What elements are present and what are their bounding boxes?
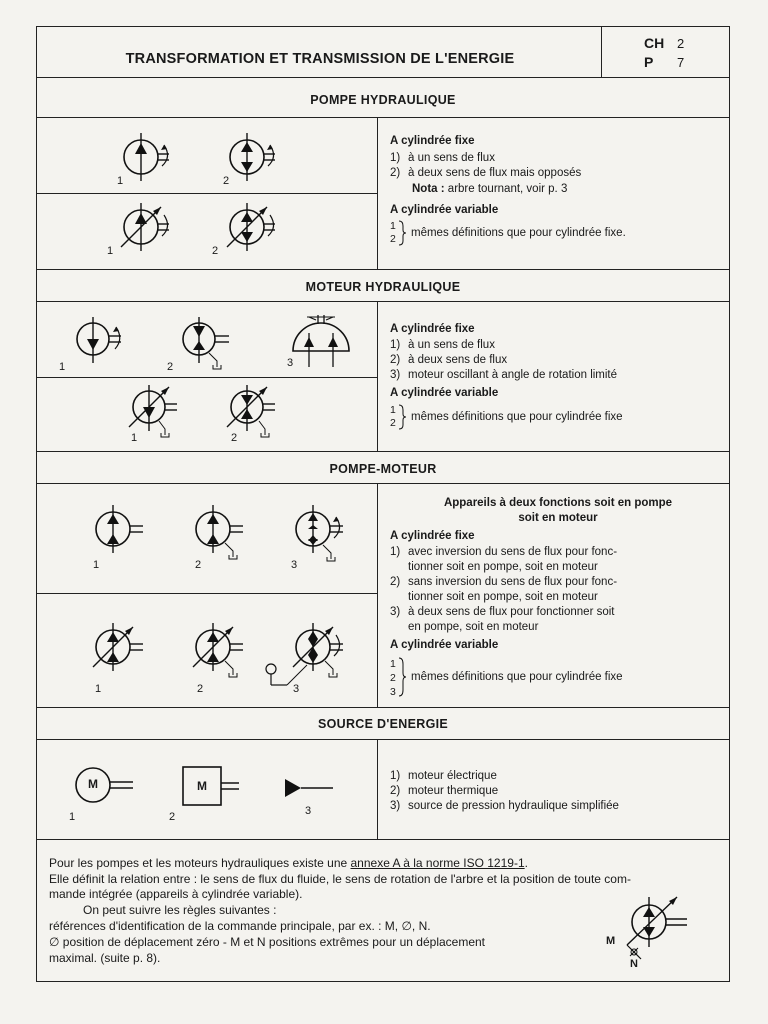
- brace-icon: [398, 657, 406, 697]
- section-title-source: SOURCE D'ENERGIE: [317, 717, 448, 731]
- motor-letter: M: [88, 777, 98, 791]
- page-label: P: [644, 54, 654, 70]
- variable-number: 3: [390, 686, 396, 698]
- footer-line: maximal. (suite p. 8).: [49, 951, 161, 965]
- fixed-pump-two-way-icon: [223, 133, 293, 193]
- list-item-continuation: tionner soit en pompe, soit en moteur: [408, 591, 598, 603]
- nota: Nota : arbre tournant, voir p. 3: [412, 183, 568, 195]
- symbol-number: 2: [231, 432, 238, 444]
- symbol-number: 1: [69, 811, 76, 823]
- variable-displacement-label: A cylindrée variable: [390, 387, 499, 399]
- symbol-number: 2: [197, 683, 204, 695]
- variable-number: 1: [390, 658, 396, 670]
- variable-displacement-label: A cylindrée variable: [390, 204, 499, 216]
- column-divider: [377, 483, 378, 707]
- symbol-number: 3: [305, 805, 312, 817]
- variable-number: 2: [390, 233, 396, 245]
- fixed-motor-one-way-icon: [71, 317, 141, 375]
- pump-motor-intro: Appareils à deux fonctions soit en pompe: [443, 497, 673, 509]
- divider: [37, 707, 729, 708]
- variable-pump-motor-two-way-icon: [263, 623, 373, 693]
- pump-motor-two-way-icon: [289, 505, 365, 569]
- variable-number: 1: [390, 220, 396, 232]
- brace-icon: [398, 220, 406, 246]
- symbol-divider: [37, 377, 377, 378]
- list-item: 1) moteur électrique: [390, 770, 497, 782]
- divider: [37, 839, 729, 840]
- symbol-number: 1: [107, 245, 114, 257]
- variable-pump-motor-reversible-icon: [89, 623, 165, 687]
- list-item: 3) à deux sens de flux pour fonctionner soit: [390, 606, 615, 618]
- list-item: 2) à deux sens de flux: [390, 354, 508, 366]
- symbol-number: 2: [169, 811, 176, 823]
- list-item: 3) moteur oscillant à angle de rotation limité: [390, 369, 618, 381]
- page-title: TRANSFORMATION ET TRANSMISSION DE L'ENERGIE: [125, 51, 515, 67]
- column-divider: [377, 739, 378, 839]
- oscillating-motor-icon: [289, 311, 359, 371]
- fixed-motor-two-way-icon: [177, 317, 247, 377]
- symbol-number: 2: [223, 175, 230, 187]
- list-item: 2) à deux sens de flux mais opposés: [390, 167, 582, 179]
- page-number: 7: [677, 55, 685, 70]
- chapter-number: 2: [677, 36, 685, 51]
- list-item: 1) à un sens de flux: [390, 152, 495, 164]
- chapter-label: CH: [644, 35, 665, 51]
- section-title-pompe-moteur: POMPE-MOTEUR: [329, 462, 437, 476]
- list-item: 2) sans inversion du sens de flux pour fonc-: [390, 576, 618, 588]
- thermal-engine-icon: [181, 765, 261, 809]
- variable-definition: mêmes définitions que pour cylindrée fixe: [411, 411, 623, 423]
- fixed-pump-one-way-icon: [117, 133, 187, 193]
- electric-motor-icon: [73, 765, 143, 805]
- divider: [37, 77, 729, 78]
- footer-line: références d'identification de la commande principale, par ex. : M, ∅, N.: [49, 919, 431, 933]
- variable-displacement-label: A cylindrée variable: [390, 639, 499, 651]
- variable-definition: mêmes définitions que pour cylindrée fixe.: [411, 227, 626, 239]
- list-item: 3) source de pression hydraulique simplifiée: [390, 800, 619, 812]
- document-sheet: [36, 26, 730, 982]
- list-item: 2) moteur thermique: [390, 785, 499, 797]
- hydraulic-pressure-source-icon: [283, 777, 343, 799]
- footer-line: On peut suivre les règles suivantes :: [83, 903, 277, 917]
- symbol-number: 3: [291, 559, 298, 571]
- divider: [37, 483, 729, 484]
- symbol-number: 2: [212, 245, 219, 257]
- divider: [37, 451, 729, 452]
- footer-line: Pour les pompes et les moteurs hydrauliques existe une annexe A à la norme ISO 1219-1.: [49, 856, 528, 870]
- symbol-divider: [37, 193, 377, 194]
- variable-pump-motor-non-reversible-icon: [189, 623, 265, 687]
- column-divider: [377, 301, 378, 451]
- divider: [37, 301, 729, 302]
- variable-number: 1: [390, 404, 396, 416]
- pump-motor-intro: soit en moteur: [518, 512, 598, 524]
- fixed-displacement-label: A cylindrée fixe: [390, 135, 475, 147]
- symbol-number: 1: [117, 175, 124, 187]
- control-position-n: N: [630, 958, 638, 970]
- divider: [37, 739, 729, 740]
- footer-line: ∅ position de déplacement zéro - M et N positions extrêmes pour un déplacement: [49, 935, 486, 949]
- variable-number: 2: [390, 672, 396, 684]
- control-position-m: M: [606, 935, 616, 947]
- header-divider: [601, 27, 602, 77]
- variable-pump-two-way-icon: [223, 203, 293, 263]
- divider: [37, 117, 729, 118]
- symbol-number: 3: [293, 683, 300, 695]
- list-item: 1) avec inversion du sens de flux pour fonc-: [390, 546, 618, 558]
- variable-number: 2: [390, 417, 396, 429]
- variable-pump-one-way-icon: [117, 203, 187, 263]
- symbol-number: 1: [95, 683, 102, 695]
- footer-line: Elle définit la relation entre : le sens de flux du fluide, le sens de rotation de l'arbre et la position de toute com-: [49, 872, 631, 886]
- symbol-number: 1: [131, 432, 138, 444]
- list-item: 1) à un sens de flux: [390, 339, 495, 351]
- divider: [37, 269, 729, 270]
- section-title-pompe: POMPE HYDRAULIQUE: [310, 93, 456, 107]
- fixed-displacement-label: A cylindrée fixe: [390, 323, 475, 335]
- symbol-number: 3: [287, 357, 294, 369]
- fixed-displacement-label: A cylindrée fixe: [390, 530, 475, 542]
- symbol-number: 1: [93, 559, 100, 571]
- symbol-number: 1: [59, 361, 66, 373]
- footer-line: mande intégrée (appareils à cylindrée variable).: [49, 887, 303, 901]
- list-item-continuation: tionner soit en pompe, soit en moteur: [408, 561, 598, 573]
- list-item-continuation: en pompe, soit en moteur: [408, 621, 539, 633]
- pump-motor-reversible-icon: [89, 505, 159, 565]
- engine-letter: M: [197, 779, 207, 793]
- section-title-moteur: MOTEUR HYDRAULIQUE: [305, 280, 461, 294]
- symbol-divider: [37, 593, 377, 594]
- brace-icon: [398, 404, 406, 430]
- symbol-number: 2: [195, 559, 202, 571]
- variable-definition: mêmes définitions que pour cylindrée fixe: [411, 671, 623, 683]
- column-divider: [377, 117, 378, 269]
- symbol-number: 2: [167, 361, 174, 373]
